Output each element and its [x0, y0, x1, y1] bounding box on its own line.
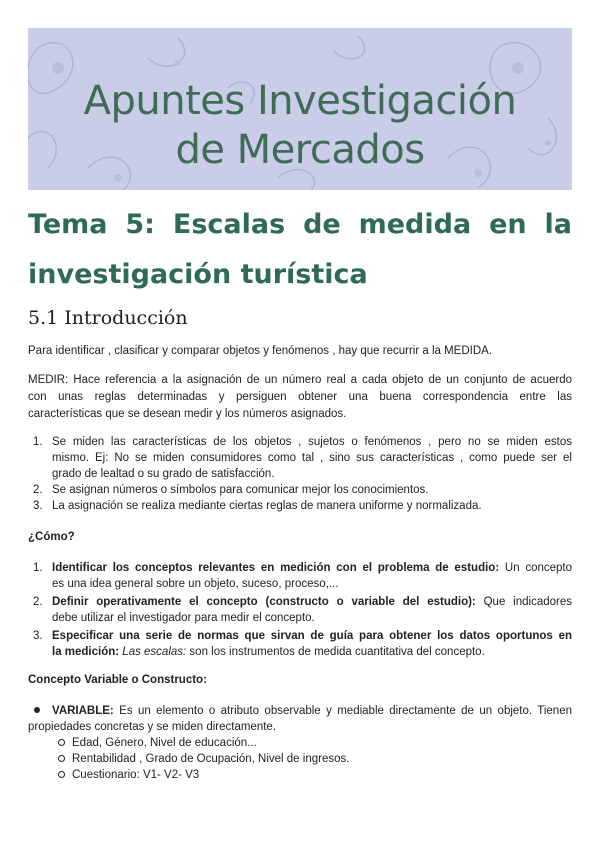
circle-bullet-icon — [58, 771, 65, 778]
circle-bullet-icon — [58, 739, 65, 746]
list-item-line: debe utilizar el investigador para medir el concepto. — [52, 612, 315, 624]
list-item — [28, 434, 572, 482]
list-item-line — [52, 703, 572, 719]
list-item-line — [52, 644, 572, 660]
list-item-line — [52, 594, 572, 610]
list-item-line: mismo. Ej: No se miden consumidores como tal , sino sus características , como puede ser el — [52, 452, 572, 464]
sub-list-item — [28, 751, 572, 767]
characteristics-list — [28, 434, 572, 514]
intro-paragraph: Para identificar , clasificar y comparar objetos y fenómenos , hay que recurrir a la MEDIDA. — [28, 345, 493, 357]
medir-line: características que se desean medir y los números asignados. — [28, 408, 347, 420]
list-number: 2. — [33, 484, 43, 496]
text: Que indicadores — [475, 596, 572, 608]
list-item-line: grado de lealtad o su grado de satisfacción. — [52, 468, 275, 480]
sub-list-item — [28, 735, 572, 751]
bold-text: Definir operativamente el concepto (constructo o variable del estudio): — [52, 596, 476, 608]
text: Es un elemento o atributo observable y mediable directamente de un objeto. Tienen — [113, 705, 572, 717]
bold-text: VARIABLE: — [52, 705, 114, 717]
chapter-title — [28, 200, 572, 300]
list-item-line: Se asignan números o símbolos para comunicar mejor los conocimientos. — [52, 484, 429, 496]
list-number: 1. — [33, 562, 43, 574]
list-item-line: Especificar una serie de normas que sirvan de guía para obtener los datos oportunos en — [52, 630, 572, 642]
medir-line: MEDIR: Hace referencia a la asignación de un número real a cada objeto de un conjunto de acuerdo — [28, 374, 572, 386]
chapter-title-line2: investigación turística — [28, 259, 368, 290]
list-number: 3. — [33, 500, 43, 512]
list-number: 1. — [33, 436, 43, 448]
circle-bullet-icon — [58, 755, 65, 762]
list-item — [28, 560, 572, 592]
bold-text: la medición: — [52, 646, 120, 658]
list-item-line: es una idea general sobre un objeto, suceso, proceso,... — [52, 578, 339, 590]
italic-text: Las escalas: — [119, 646, 187, 658]
sub-list-item — [28, 767, 572, 783]
list-item — [28, 628, 572, 660]
list-item-line: Se miden las características de los objetos , sujetos o fenómenos , pero no se miden estos — [52, 436, 572, 448]
list-item-line — [52, 560, 572, 576]
list-item — [28, 594, 572, 626]
steps-list — [28, 560, 572, 660]
sub-item-text: Rentabilidad , Grado de Ocupación, Nivel de ingresos. — [72, 753, 350, 765]
concepto-heading: Concepto Variable o Constructo: — [28, 674, 207, 686]
list-item — [28, 703, 572, 719]
banner-title-line2: de Mercados — [175, 127, 425, 173]
list-item-line: propiedades concretas y se miden directamente. — [28, 721, 277, 733]
text: Un concepto — [499, 562, 572, 574]
medir-paragraph — [28, 372, 572, 423]
text: son los instrumentos de medida cuantitativa del concepto. — [186, 646, 485, 658]
section-heading: 5.1 Introducción — [28, 307, 188, 329]
list-number: 2. — [33, 596, 43, 608]
sub-item-text: Edad, Género, Nivel de educación... — [72, 737, 257, 749]
header-banner — [28, 28, 572, 190]
list-item-line: La asignación se realiza mediante ciertas reglas de manera uniforme y normalizada. — [52, 500, 482, 512]
medir-line: con unas reglas determinadas y persiguen obtener una buena correspondencia entre las — [28, 391, 572, 403]
list-item — [28, 482, 572, 498]
chapter-title-line1: Tema 5: Escalas de medida en la — [28, 209, 572, 240]
sub-item-text: Cuestionario: V1- V2- V3 — [72, 769, 200, 781]
como-heading: ¿Cómo? — [28, 531, 75, 543]
list-item — [28, 498, 572, 514]
bold-text: Identificar los conceptos relevantes en medición con el problema de estudio: — [52, 562, 500, 574]
variable-list — [28, 703, 572, 783]
bullet-icon — [34, 707, 40, 713]
list-number: 3. — [33, 630, 43, 642]
banner-title-line1: Apuntes Investigación — [83, 78, 517, 124]
